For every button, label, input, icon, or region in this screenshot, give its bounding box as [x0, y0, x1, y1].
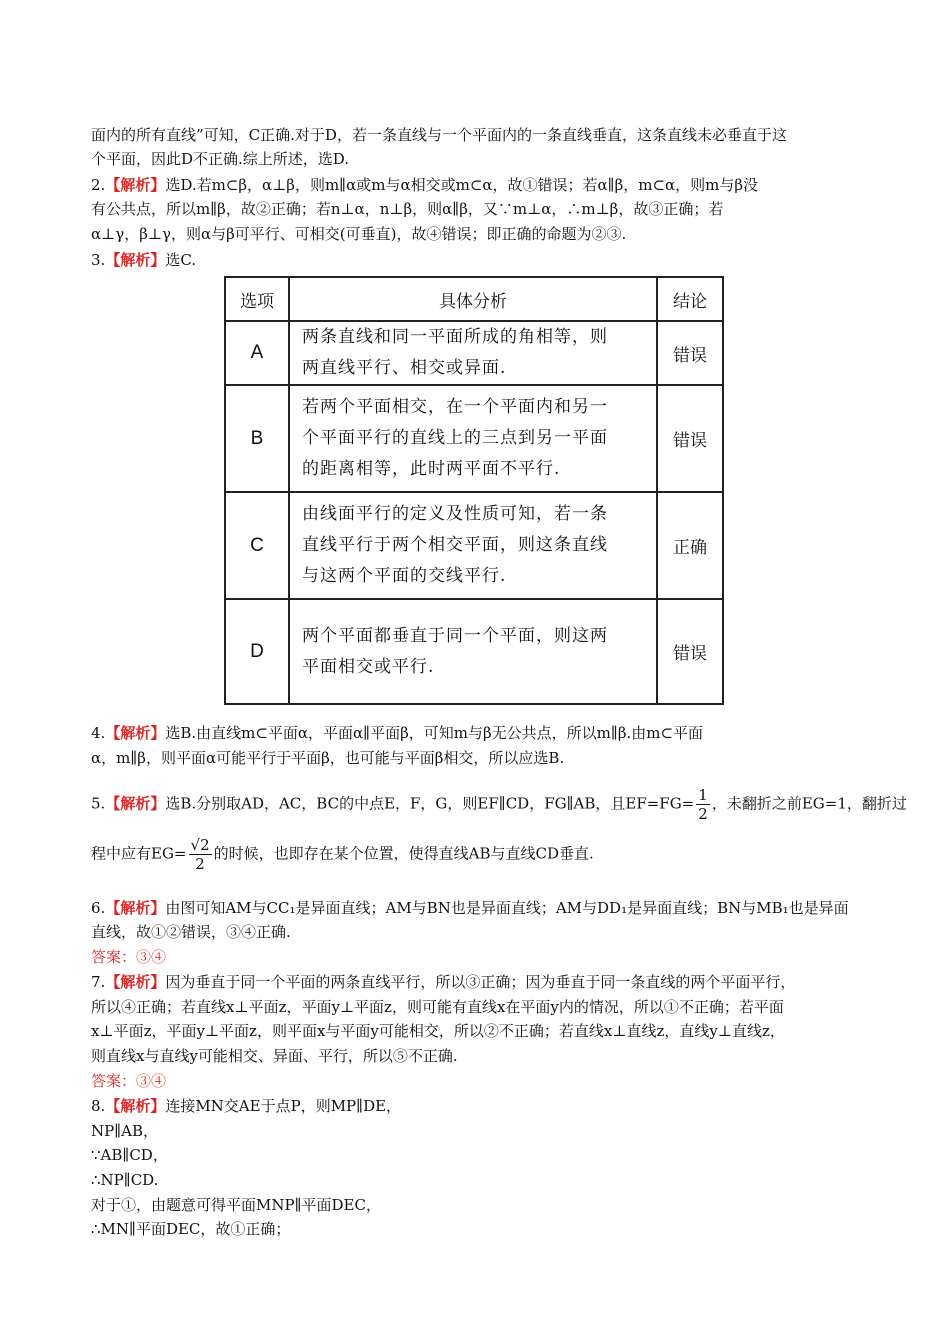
analysis-table: [224, 276, 724, 705]
table-header: 具体分析: [289, 277, 657, 321]
option-cell: B: [225, 385, 289, 492]
fraction-sqrt2-over-2: $\frac{√2}{2}$: [190, 836, 210, 873]
text-line: α，m∥β，则平面α可能平行于平面β，也可能与平面β相交，所以应选B.: [91, 749, 565, 767]
text-line: 程中应有EG= $\frac{√2}{2}$ 的时候，也即存在某个位置，使得直线AB与直线CD垂直.: [91, 836, 594, 873]
text-line: 直线，故①②错误，③④正确.: [91, 923, 291, 941]
result-cell: 错误: [657, 385, 723, 492]
analysis-tag: 【解析】: [105, 724, 166, 742]
text-line: NP∥AB，: [91, 1122, 159, 1140]
fraction-one-half: $\frac{1}{2}$: [698, 786, 708, 823]
q7-line: 7.【解析】因为垂直于同一个平面的两条直线平行，所以③正确；因为垂直于同一条直线的两个平面平行，: [91, 973, 796, 991]
table-row: [225, 599, 723, 704]
analysis-tag: 【解析】: [105, 973, 166, 991]
analysis-cell: 两个平面都垂直于同一个平面，则这两 平面相交或平行.: [289, 599, 657, 704]
analysis-tag: 【解析】: [105, 251, 166, 269]
option-cell: C: [225, 492, 289, 599]
table-row: [225, 385, 723, 492]
analysis-tag: 【解析】: [105, 899, 166, 917]
q2-line: 2.【解析】选D.若m⊂β，α⊥β，则m∥α或m与α相交或m⊂α，故①错误；若α∥β，m⊂α，则m与β没: [91, 176, 759, 194]
option-cell: A: [225, 321, 289, 385]
q3-line: 3.【解析】选C.: [91, 251, 197, 269]
text-line: ∵AB∥CD，: [91, 1146, 168, 1164]
analysis-cell: 若两个平面相交，在一个平面内和另一 个平面平行的直线上的三点到另一平面 的距离相等，此时两平面不平行.: [289, 385, 657, 492]
text-line: 对于①，由题意可得平面MNP∥平面DEC，: [91, 1196, 381, 1214]
table-row: [225, 492, 723, 599]
text-line: α⊥γ，β⊥γ，则α与β可平行、可相交(可垂直)，故④错误；即正确的命题为②③.: [91, 225, 627, 243]
table-header: 结论: [657, 277, 723, 321]
table-header: 选项: [225, 277, 289, 321]
analysis-tag: 【解析】: [105, 794, 166, 813]
analysis-cell: 由线面平行的定义及性质可知，若一条 直线平行于两个相交平面，则这条直线 与这两个平面的交线平行.: [289, 492, 657, 599]
text-line: x⊥平面z，平面y⊥平面z，则平面x与平面y可能相交，所以②不正确；若直线x⊥直线z，直线y⊥直线z，: [91, 1022, 785, 1040]
text-line: ∴MN∥平面DEC，故①正确；: [91, 1220, 291, 1238]
q6-line: 6.【解析】由图可知AM与CC₁是异面直线；AM与BN也是异面直线；AM与DD₁是异面直线；BN与MB₁也是异面: [91, 899, 849, 917]
text-line: 面内的所有直线”可知，C正确.对于D，若一条直线与一个平面内的一条直线垂直，这条直线未必垂直于这: [91, 126, 787, 144]
result-cell: 错误: [657, 321, 723, 385]
table-row: [225, 321, 723, 385]
q5-line: 5.【解析】选B.分别取AD，AC，BC的中点E，F，G，则EF∥CD，FG∥AB，且EF=FG= $\frac{1}{2}$ ，未翻折之前EG=1，翻折过: [91, 786, 907, 823]
text-line: ∴NP∥CD.: [91, 1171, 159, 1189]
text-line: 所以④正确；若直线x⊥平面z，平面y⊥平面z，则可能有直线x在平面y内的情况，所以①不正确；若平面: [91, 998, 784, 1016]
result-cell: 正确: [657, 492, 723, 599]
text-line: 个平面，因此D不正确.综上所述，选D.: [91, 150, 350, 168]
text-line: 则直线x与直线y可能相交、异面、平行，所以⑤不正确.: [91, 1047, 458, 1065]
result-cell: 错误: [657, 599, 723, 704]
text-line: 有公共点，所以m∥β，故②正确；若n⊥α，n⊥β，则α∥β，又∵m⊥α，∴m⊥β，故③正确；若: [91, 200, 724, 218]
table-header-row: [225, 277, 723, 321]
q4-line: 4.【解析】选B.由直线m⊂平面α，平面α∥平面β，可知m与β无公共点，所以m∥β.由m⊂平面: [91, 724, 704, 742]
q8-line: 8.【解析】连接MN交AE于点P，则MP∥DE，: [91, 1097, 402, 1115]
analysis-tag: 【解析】: [105, 1097, 166, 1115]
option-cell: D: [225, 599, 289, 704]
answer-line: 答案：③④: [91, 1072, 167, 1090]
analysis-cell: 两条直线和同一平面所成的角相等，则 两直线平行、相交或异面.: [289, 321, 657, 385]
analysis-tag: 【解析】: [105, 176, 166, 194]
answer-line: 答案：③④: [91, 948, 167, 966]
